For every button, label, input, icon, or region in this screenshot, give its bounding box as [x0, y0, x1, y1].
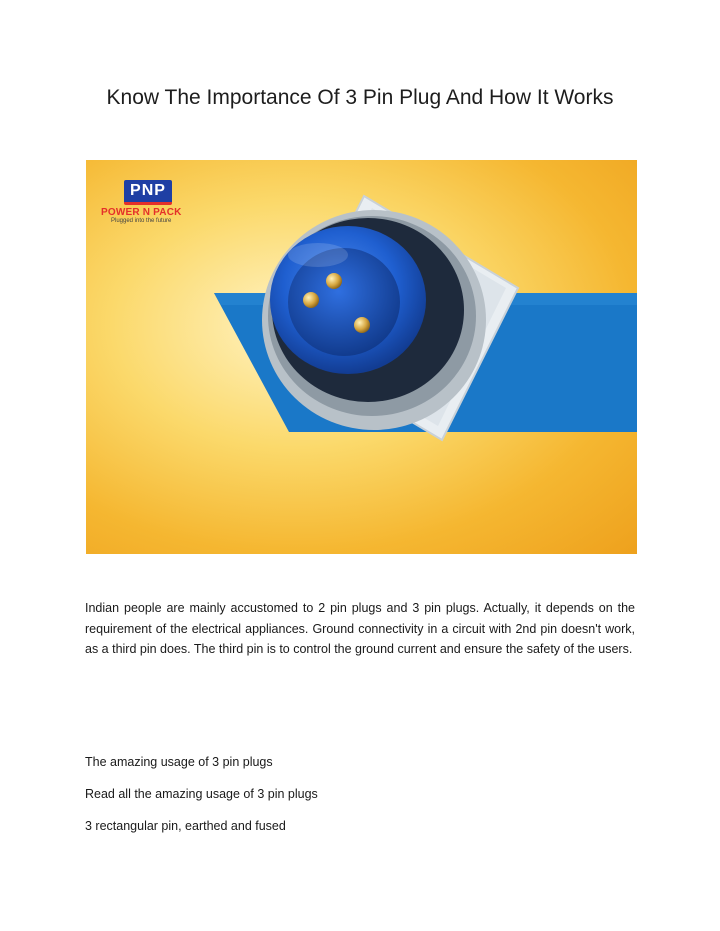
- hero-image: [86, 160, 637, 554]
- pin-bottom: [354, 317, 370, 333]
- pin-left: [303, 292, 319, 308]
- brand-logo: [101, 180, 201, 224]
- logo-tagline: Plugged into the future: [111, 218, 172, 224]
- intro-paragraph: Indian people are mainly accustomed to 2 pin plugs and 3 pin plugs. Actually, it depends on the requirement of the electrical appliances. Ground connectivity in a circuit with 2nd pin doesn't work, as a third pin does. The third pin is to control the ground current and ensure the safety of the users.: [85, 601, 635, 656]
- list-item: The amazing usage of 3 pin plugs: [85, 755, 273, 769]
- logo-name: POWER N PACK: [101, 207, 182, 218]
- list-item: Read all the amazing usage of 3 pin plugs: [85, 787, 318, 801]
- logo-mark: PNP: [124, 180, 172, 205]
- pin-top: [326, 273, 342, 289]
- list-item: 3 rectangular pin, earthed and fused: [85, 819, 286, 833]
- page-title: Know The Importance Of 3 Pin Plug And How It Works: [106, 86, 614, 109]
